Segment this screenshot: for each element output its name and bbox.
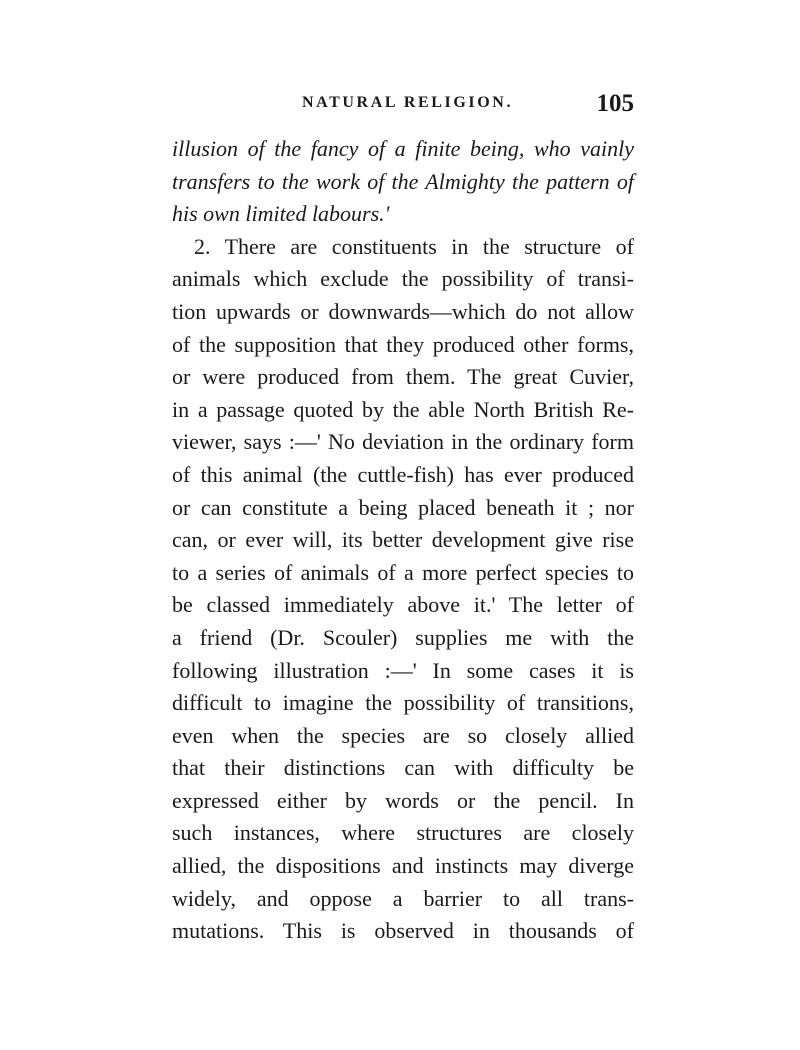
text-line: in a passage quoted by the able North British Re- bbox=[172, 396, 634, 422]
text-line: allied, the dispositions and instincts may diverge bbox=[172, 853, 634, 879]
text-line: transfers to the work of the Almighty the pattern of bbox=[172, 168, 634, 194]
text-line: or can constitute a being placed beneath it ; nor bbox=[172, 494, 634, 520]
text-line: illusion of the fancy of a finite being, who vainly bbox=[172, 136, 634, 161]
text-line: mutations. This is observed in thousands of bbox=[172, 918, 634, 944]
text-line: be classed immediately above it.' The letter of bbox=[172, 592, 634, 618]
text-line: even when the species are so closely allied bbox=[172, 722, 634, 748]
text-line: such instances, where structures are closely bbox=[172, 820, 634, 846]
text-line: his own limited labours.' bbox=[172, 201, 390, 227]
text-line: or were produced from them. The great Cuvier, bbox=[172, 364, 634, 390]
text-line: widely, and oppose a barrier to all trans- bbox=[172, 885, 634, 911]
page-number: 105 bbox=[596, 90, 634, 117]
text-line: expressed either by words or the pencil. In bbox=[172, 787, 634, 813]
text-line: a friend (Dr. Scouler) supplies me with the bbox=[172, 624, 634, 650]
running-head bbox=[172, 90, 634, 126]
text-line: following illustration :—' In some cases it is bbox=[172, 657, 634, 683]
text-line: that their distinctions can with difficulty be bbox=[172, 755, 634, 781]
text-line: animals which exclude the possibility of transi- bbox=[172, 266, 634, 292]
running-title: NATURAL RELIGION. bbox=[302, 94, 514, 111]
text-line: of the supposition that they produced other forms, bbox=[172, 331, 634, 357]
text-line: tion upwards or downwards—which do not allow bbox=[172, 298, 634, 324]
text-line: of this animal (the cuttle-fish) has ever produced bbox=[172, 461, 634, 487]
text-line: can, or ever will, its better development give rise bbox=[172, 527, 634, 553]
text-line: viewer, says :—' No deviation in the ordinary form bbox=[172, 429, 634, 455]
body-text bbox=[172, 133, 634, 948]
paragraph-start-line: 2. There are constituents in the structure of bbox=[194, 233, 634, 259]
text-line: difficult to imagine the possibility of transitions, bbox=[172, 690, 634, 716]
text-line: to a series of animals of a more perfect species to bbox=[172, 559, 634, 585]
